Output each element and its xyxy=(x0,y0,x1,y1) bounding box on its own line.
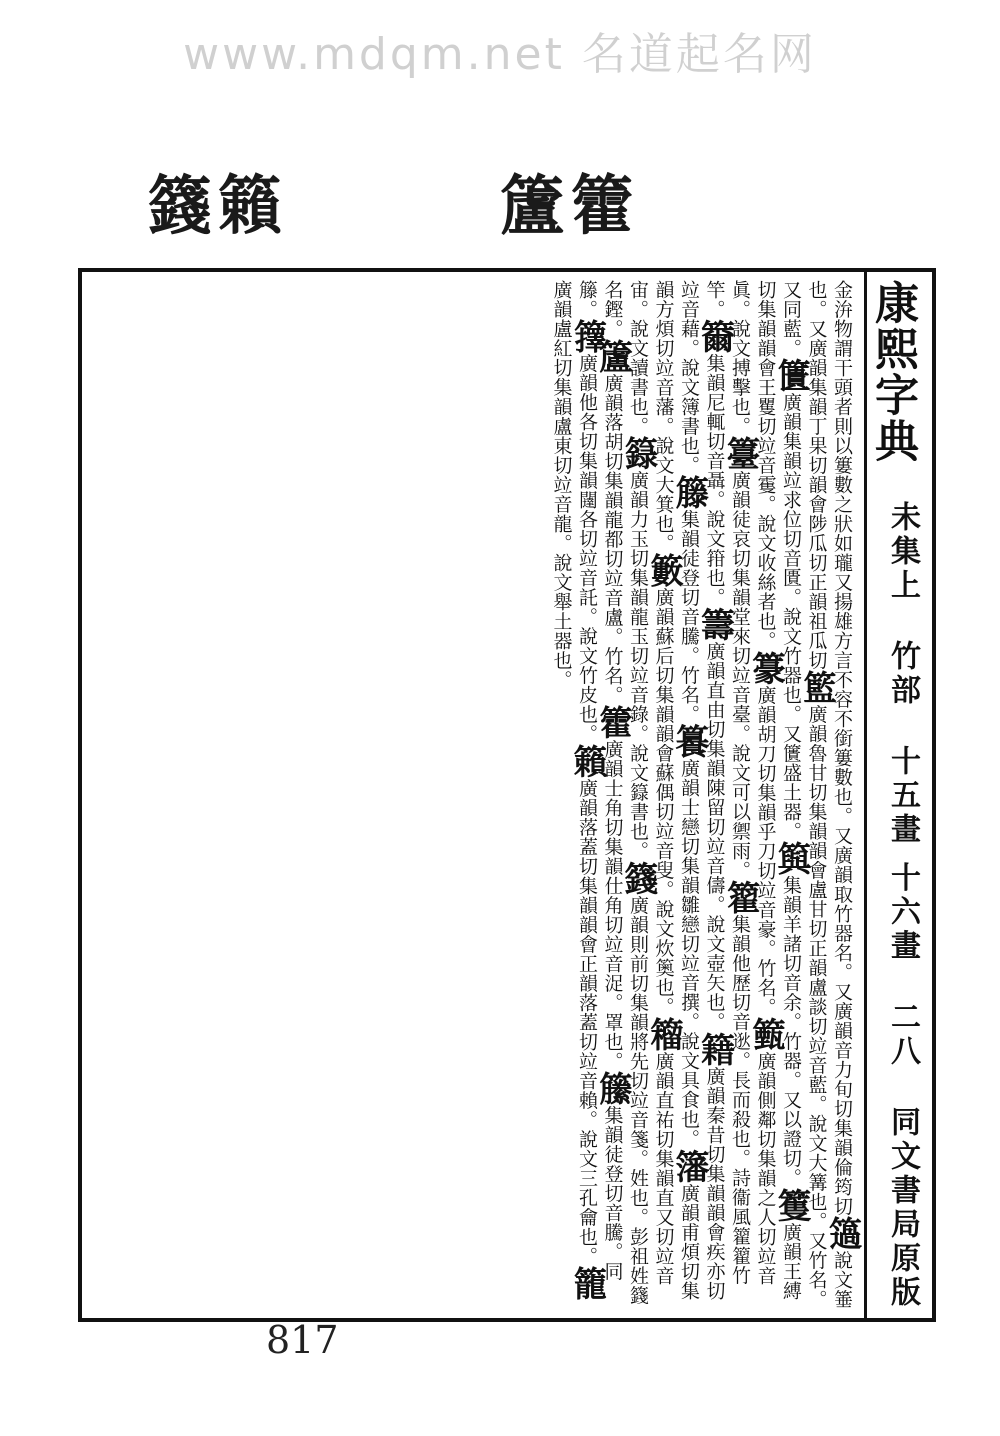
page-frame xyxy=(78,268,936,1322)
entry-definition: 集韻他歷切音逖。長而殺也。詩衞風籊籊竹竿。 xyxy=(703,280,751,1285)
entry-headword: 籓 xyxy=(669,1148,709,1183)
strokes-label: 十五畫 十六畫 xyxy=(885,745,920,964)
entry-headword: 籐 xyxy=(669,475,709,510)
entry-definition: 廣韻集韻竝求位切音匱。說文竹器也。又籄盛土器。 xyxy=(780,392,802,841)
dictionary-entry xyxy=(694,319,735,607)
entry-headword: 籘 xyxy=(592,1070,633,1105)
seal-char-1: 籛 xyxy=(148,169,212,244)
entry-definition: 廣韻則前切集韻將先切竝音箋。姓也。彭祖姓籛名鏗。 xyxy=(601,280,649,1305)
entry-headword: 籆 xyxy=(771,1187,811,1222)
dictionary-entry xyxy=(643,553,684,1017)
dictionary-entry xyxy=(567,743,607,1266)
entry-definition: 廣韻蘇后切集韻韻會蘇偶切竝音叟。說文炊䉛也。 xyxy=(652,587,675,1017)
radical-label: 竹部 xyxy=(885,640,920,709)
entry-headword: 籃 xyxy=(796,670,837,705)
dictionary-entry xyxy=(618,436,658,861)
entry-definition: 廣韻直祐切集韻直又切竝音宙。說文讀書也。 xyxy=(627,280,675,1285)
entry-definition: 廣韻落胡切集韻龍都切竝音盧。竹名。 xyxy=(601,373,624,705)
entry-headword: 籊 xyxy=(720,880,760,915)
dictionary-entry xyxy=(592,338,633,705)
publisher-label: 同文書局原版 xyxy=(885,1106,920,1310)
dictionary-entry xyxy=(771,358,811,841)
entry-definition: 廣韻他各切集韻闥各切竝音託。說文竹皮也。 xyxy=(576,353,598,744)
dictionary-entry xyxy=(669,475,709,724)
entry-headword: 籍 xyxy=(694,1031,735,1066)
entry-headword: 籄 xyxy=(771,358,811,393)
seal-char-2: 籟 xyxy=(218,169,282,244)
entry-headword: 籛 xyxy=(618,860,658,895)
entry-headword: 籋 xyxy=(694,319,735,354)
entry-definition: 集韻徒登切音騰。同籐。 xyxy=(576,280,624,1281)
dictionary-text xyxy=(90,280,862,1310)
entry-headword: 籜 xyxy=(567,319,607,354)
entry-headword: 籔 xyxy=(643,553,684,588)
entry-definition: 廣韻王縛切集韻韻會王矍切竝音䨥。說文收絲者也。 xyxy=(754,280,802,1300)
entry-headword: 籗 xyxy=(592,704,633,739)
dictionary-entry xyxy=(745,650,786,1017)
entry-headword: 籅 xyxy=(771,841,811,876)
header-column xyxy=(864,272,932,1318)
page-number: 817 xyxy=(266,1318,339,1362)
dictionary-entry xyxy=(669,724,709,1149)
dictionary-entry xyxy=(831,280,853,1216)
entry-headword: 籌 xyxy=(694,607,735,642)
entry-headword: 籚 xyxy=(592,338,633,373)
seal-char-3: 籚 xyxy=(500,169,564,244)
watermark: www.mdqm.net 名道起名网 xyxy=(183,29,817,80)
dictionary-entry xyxy=(771,841,811,1188)
entry-definition: 廣韻士戀切集韻雛戀切竝音撰。說文具食也。 xyxy=(678,758,700,1149)
entry-headword: 籈 xyxy=(745,1016,786,1051)
entry-definition: 廣韻徒哀切集韻堂來切竝音臺。說文可以禦雨。 xyxy=(729,470,751,880)
entry-definition: 廣韻魯甘切集韻韻會盧甘切正韻盧談切竝音藍。說文大篝也。又竹名。又同藍。 xyxy=(780,280,828,1309)
entry-definition: 廣韻甫煩切集韻方煩切竝音藩。說文大箕也。 xyxy=(652,280,700,1300)
entry-headword: 籟 xyxy=(567,743,607,778)
entry-definition: 集韻羊諸切音余。竹器。又以證切。 xyxy=(780,875,802,1188)
entry-definition: 廣韻秦昔切集韻韻會疾亦切竝音藉。說文簿書也。 xyxy=(678,280,726,1300)
entry-definition: 廣韻直由切集韻陳留切竝音儔。說文壺矢也。 xyxy=(703,641,726,1032)
entry-definition: 廣韻士角切集韻仕角切竝音浞。罩也。 xyxy=(601,739,624,1071)
entry-definition: 說文箠也。又廣韻集韻丁果切韻會陟瓜切正韻祖瓜切 xyxy=(805,280,853,1309)
entry-definition: 集韻徒登切音騰。竹名。 xyxy=(678,509,700,724)
entry-headword: 籉 xyxy=(720,436,760,471)
dictionary-entry xyxy=(567,319,607,744)
volume-label: 未集上 xyxy=(885,501,920,604)
entry-definition: 金㳎物謂干頭者則以簍數之狀如瓏又揚雄方言不容不銜簍數也。又廣韻取竹器名。又廣韻音力旬切集韻倫筠切 xyxy=(831,280,853,1216)
entry-definition: 廣韻胡刀切集韻乎刀切竝音豪。竹名。 xyxy=(754,685,777,1017)
dictionary-entry xyxy=(694,607,735,1032)
entry-headword: 籇 xyxy=(745,650,786,685)
dictionary-entry xyxy=(720,436,760,880)
entry-headword: 籑 xyxy=(669,724,709,759)
entry-definition: 廣韻落蓋切集韻韻會正韻落蓋切竝音賴。說文三孔龠也。 xyxy=(576,778,598,1266)
seal-char-4: 籗 xyxy=(570,169,634,244)
entry-headword: 簻 xyxy=(822,1216,862,1251)
entry-definition: 集韻尼輒切音聶。說文箝也。 xyxy=(703,353,726,607)
leaf-number: 二八 xyxy=(885,1000,920,1069)
entry-headword: 籠 xyxy=(567,1265,607,1300)
entry-headword: 籙 xyxy=(618,436,658,471)
entry-definition: 廣韻力玉切集韻龍玉切竝音錄。說文籙書也。 xyxy=(627,470,649,861)
entry-definition: 廣韻側鄰切集韻之人切竝音眞。說文搏擊也。 xyxy=(729,280,777,1285)
dictionary-title: 康熙字典 xyxy=(867,280,918,464)
entry-definition: 廣韻盧紅切集韻盧東切竝音龍。說文舉土器也。 xyxy=(550,280,573,690)
entry-headword: 籕 xyxy=(643,1016,684,1051)
